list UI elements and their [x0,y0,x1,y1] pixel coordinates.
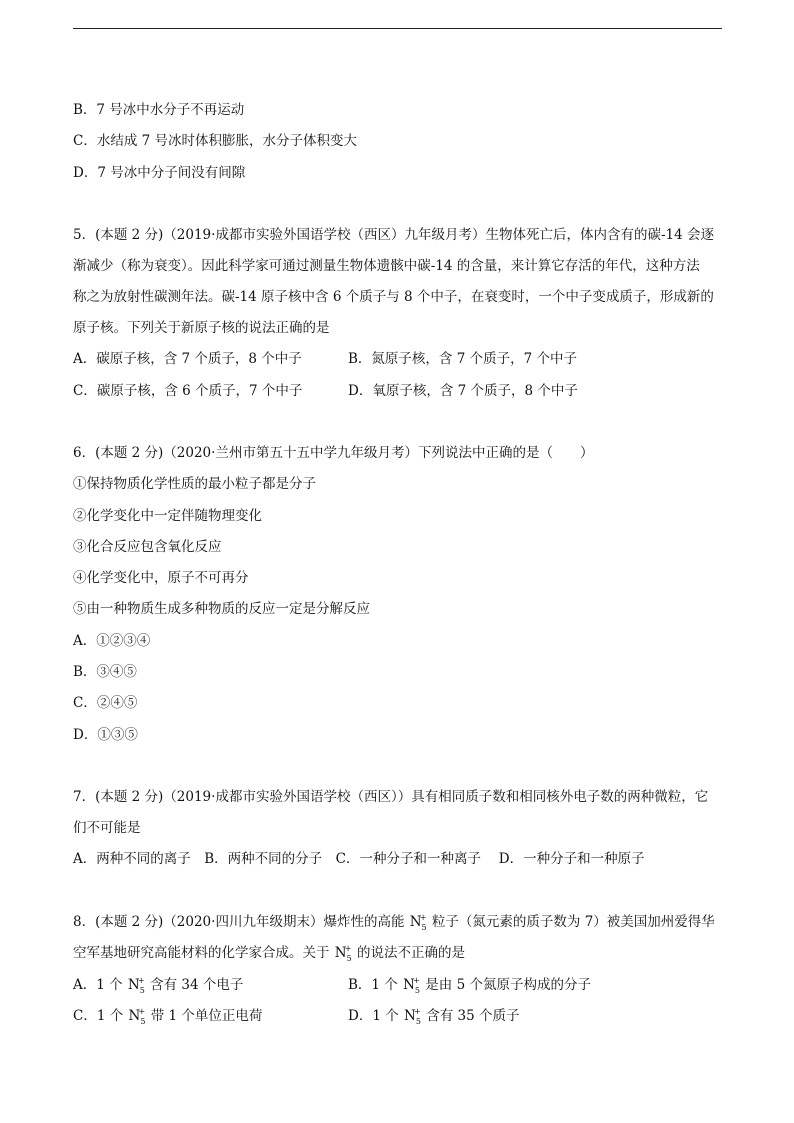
q5-stem-line-1: 5．(本题 2 分)（2019·成都市实验外国语学校（西区）九年级月考）生物体死亡后，体内含有的碳-14 会逐 [73,227,714,243]
q6-option-c: C．②④⑤ [73,695,138,711]
q7-options: A．两种不同的离子 B．两种不同的分子 C．一种分子和一种离子 D．一种分子和一种原子 [73,851,645,867]
q5-stem-line-2: 渐减少（称为衰变）。因此科学家可通过测量生物体遗骸中碳-14 的含量，来计算它存活的年代，这种方法 [73,258,700,274]
q7-stem-line-1: 7．(本题 2 分)（2019·成都市实验外国语学校（西区））具有相同质子数和相同核外电子数的两种微粒，它 [73,789,709,805]
n5-plus-ion: $N_5$ + [404,1007,421,1026]
q5-stem-line-3: 称之为放射性碳测年法。碳-14 原子核中含 6 个质子与 8 个中子，在衰变时，一个中子变成质子，形成新的 [73,289,714,305]
n5-plus-ion: $N_5$ + [409,913,427,932]
q6-statement-2: ②化学变化中一定伴随物理变化 [73,508,262,524]
q8-stem-text: 8．(本题 2 分)（2020·四川九年级期末）爆炸性的高能 [73,914,409,930]
q5-option-b: B．氮原子核，含 7 个质子，7 个中子 [348,351,577,367]
q6-option-a: A．①②③④ [73,633,151,649]
q8-stem-text: 空军基地研究高能材料的化学家合成。关于 [73,945,334,961]
q5-option-d: D．氧原子核，含 7 个质子，8 个中子 [348,383,578,399]
q6-statement-4: ④化学变化中，原子不可再分 [73,570,249,586]
q6-statement-5: ⑤由一种物质生成多种物质的反应一定是分解反应 [73,601,370,617]
n5-plus-ion: $N_5$ + [127,976,145,995]
q8-option-d: D．1 个 $N_5$ + 含有 35 个质子 [348,1007,520,1026]
q8-option-c: C．1 个 $N_5$ + 带 1 个单位正电荷 [73,1007,263,1026]
n5-plus-ion: $N_5$ + [403,976,420,995]
q7-stem-line-2: 们不可能是 [73,820,141,836]
q5-option-a: A．碳原子核，含 7 个质子，8 个中子 [73,351,302,367]
q6-option-d: D．①③⑤ [73,727,138,743]
q8-stem-text: 的说法不正确的是 [352,945,465,961]
q8-stem-line-1 [73,913,715,933]
n5-plus-ion: $N_5$ + [334,944,352,963]
header-rule [73,28,722,29]
q5-option-c: C．碳原子核，含 6 个质子，7 个中子 [73,383,303,399]
q5-stem-line-4: 原子核。下列关于新原子核的说法正确的是 [73,320,330,336]
q6-stem: 6．(本题 2 分)（2020·兰州市第五十五中学九年级月考）下列说法中正确的是（ ） [73,445,594,461]
q8-option-a: A．1 个 $N_5$ + 含有 34 个电子 [73,976,244,995]
q6-statement-1: ①保持物质化学性质的最小粒子都是分子 [73,476,316,492]
n5-plus-ion: $N_5$ + [128,1007,146,1026]
q4-option-c: C．水结成 7 号冰时体积膨胀，水分子体积变大 [73,133,358,149]
q8-option-b: B．1 个 $N_5$ + 是由 5 个氮原子构成的分子 [348,976,591,995]
q4-option-b: B．7 号冰中水分子不再运动 [73,102,245,118]
q6-statement-3: ③化合反应包含氧化反应 [73,539,222,555]
q4-option-d: D．7 号冰中分子间没有间隙 [73,165,246,181]
q8-stem-text: 粒子（氮元素的质子数为 7）被美国加州爱得华 [427,914,715,930]
q6-option-b: B．③④⑤ [73,664,137,680]
q8-stem-line-2 [73,944,465,964]
